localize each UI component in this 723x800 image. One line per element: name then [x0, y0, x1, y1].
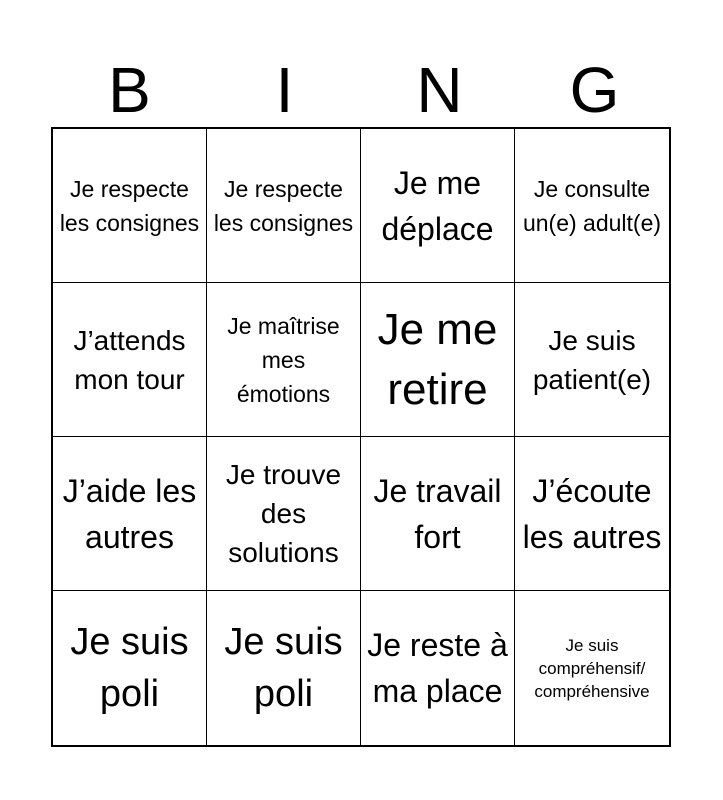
header-letter-b: B	[108, 54, 151, 126]
bingo-cell-text: Je suis poli	[224, 621, 343, 715]
bingo-header	[52, 52, 672, 128]
bingo-cell-1-4[interactable]	[515, 129, 669, 283]
bingo-cell-4-1[interactable]	[53, 591, 207, 745]
bingo-cell-text: Je suis compréhensif/ compréhensive	[534, 635, 650, 701]
bingo-cell-text: Je respecte les consignes	[59, 175, 200, 236]
bingo-cell-text: J’écoute les autres	[522, 472, 662, 555]
bingo-cell-text: Je me retire	[377, 304, 498, 414]
bingo-cell-text: Je maîtrise mes émotions	[227, 312, 340, 407]
bingo-cell-3-4[interactable]	[515, 437, 669, 591]
bingo-card-grid	[51, 127, 671, 747]
bingo-cell-2-1[interactable]	[53, 283, 207, 437]
bingo-cell-1-1[interactable]	[53, 129, 207, 283]
header-letter-g: G	[569, 54, 620, 126]
bingo-cell-3-1[interactable]	[53, 437, 207, 591]
bingo-cell-3-2[interactable]	[207, 437, 361, 591]
bingo-cell-text: J’aide les autres	[62, 472, 197, 555]
bingo-cell-text: Je reste à ma place	[367, 627, 508, 709]
bingo-cell-3-3[interactable]	[361, 437, 515, 591]
bingo-cell-text: Je suis patient(e)	[532, 324, 652, 395]
bingo-cell-1-3[interactable]	[361, 129, 515, 283]
bingo-cell-2-3[interactable]	[361, 283, 515, 437]
bingo-cell-4-2[interactable]	[207, 591, 361, 745]
header-letter-i: I	[275, 54, 294, 126]
bingo-cell-text: Je respecte les consignes	[213, 175, 354, 236]
bingo-cell-text: Je me déplace	[381, 164, 494, 247]
bingo-cell-text: J’attends mon tour	[73, 324, 186, 395]
bingo-cell-text: Je trouve des solutions	[225, 459, 342, 568]
bingo-cell-text: Je consulte un(e) adult(e)	[522, 175, 662, 236]
bingo-cell-text: Je suis poli	[70, 621, 189, 715]
bingo-cell-4-3[interactable]	[361, 591, 515, 745]
header-letter-n: N	[416, 54, 463, 126]
bingo-cell-text: Je travail fort	[373, 472, 502, 555]
bingo-cell-2-4[interactable]	[515, 283, 669, 437]
bingo-cell-1-2[interactable]	[207, 129, 361, 283]
bingo-cell-2-2[interactable]	[207, 283, 361, 437]
bingo-cell-4-4[interactable]	[515, 591, 669, 745]
